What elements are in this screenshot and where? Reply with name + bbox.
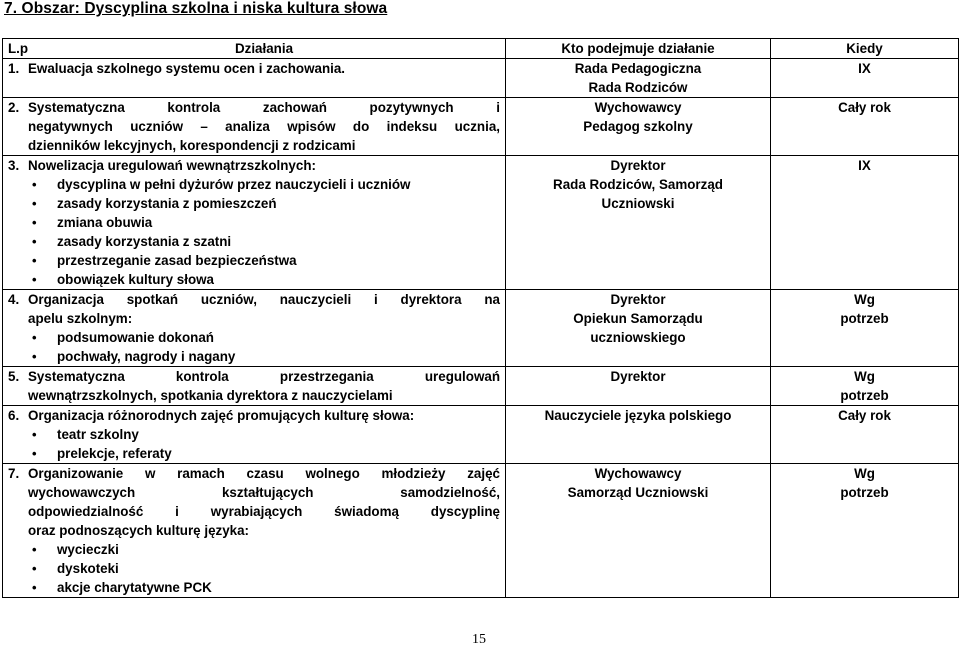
row-number: 4. — [8, 292, 20, 307]
table-row — [3, 367, 959, 406]
who-line: Pedagog szkolny — [583, 119, 693, 134]
bullet-list — [28, 175, 500, 289]
action-cell — [3, 290, 506, 367]
row-number: 7. — [8, 466, 20, 481]
table-row — [3, 98, 959, 156]
bullet-item: • zasady korzystania z szatni — [32, 232, 500, 251]
action-cell — [3, 367, 506, 406]
bullet-item: • zasady korzystania z pomieszczeń — [32, 194, 500, 213]
who-cell — [506, 98, 771, 156]
action-cell — [3, 156, 506, 290]
table-row — [3, 464, 959, 598]
action-text-line: dzienników lekcyjnych, korespondencji z rodzicami — [28, 138, 356, 153]
action-text-line: odpowiedzialność i wyrabiających świadomą dyscyplinę — [28, 504, 500, 519]
header-lp: L.p — [8, 41, 29, 56]
bullet-list — [28, 425, 500, 463]
table-row — [3, 59, 959, 98]
when-cell — [771, 59, 959, 98]
bullet-item: • prelekcje, referaty — [32, 444, 500, 463]
who-line: Samorząd Uczniowski — [567, 485, 709, 500]
when-cell — [771, 406, 959, 464]
when-cell — [771, 98, 959, 156]
when-line: Cały rok — [838, 408, 891, 423]
bullet-item: • dyscyplina w pełni dyżurów przez nauczycieli i uczniów — [32, 175, 427, 194]
bullet-item: • dyskoteki — [32, 559, 500, 578]
bullet-item: • wycieczki — [32, 540, 500, 559]
action-text-line: wychowawczych kształtujących samodzielność, — [28, 485, 500, 500]
bullet-item: • akcje charytatywne PCK — [32, 578, 500, 597]
action-text-line: wewnątrzszkolnych, spotkania dyrektora z nauczycielami — [28, 388, 393, 403]
who-line: Dyrektor — [610, 369, 666, 384]
action-text-line: Nowelizacja uregulowań wewnątrzszkolnych: — [28, 158, 316, 173]
action-text-line: oraz podnoszących kulturę języka: — [28, 523, 250, 538]
when-line: Wg — [854, 292, 875, 307]
action-text-line: Systematyczna kontrola zachowań pozytywnych i — [28, 100, 500, 115]
table-row — [3, 290, 959, 367]
bullet-item: • przestrzeganie zasad bezpieczeństwa — [32, 251, 500, 270]
header-who: Kto podejmuje działanie — [506, 39, 771, 59]
who-line: Rada Pedagogiczna — [574, 61, 702, 76]
when-line: IX — [858, 158, 871, 173]
plan-table — [2, 38, 959, 598]
who-line: uczniowskiego — [590, 330, 686, 345]
bullet-item: • pochwały, nagrody i nagany — [32, 347, 500, 366]
when-line: Cały rok — [838, 100, 891, 115]
action-cell — [3, 98, 506, 156]
section-title: 7. Obszar: Dyscyplina szkolna i niska kultura słowa — [4, 0, 388, 17]
when-line: potrzeb — [840, 485, 889, 500]
who-line: Rada Rodziców — [588, 80, 688, 95]
bullet-item: • teatr szkolny — [32, 425, 500, 444]
who-line: Wychowawcy — [594, 466, 682, 481]
action-text-line: apelu szkolnym: — [28, 311, 133, 326]
who-cell — [506, 290, 771, 367]
who-line: Rada Rodziców, Samorząd — [553, 177, 723, 192]
when-cell — [771, 156, 959, 290]
who-line: Uczniowski — [601, 196, 675, 211]
bullet-list — [28, 540, 500, 597]
action-text-line: Ewaluacja szkolnego systemu ocen i zachowania. — [28, 61, 346, 76]
when-cell — [771, 290, 959, 367]
bullet-item: • obowiązek kultury słowa — [32, 270, 500, 289]
action-text-line: Organizacja różnorodnych zajęć promujących kulturę słowa: — [28, 408, 415, 423]
table-row — [3, 406, 959, 464]
action-text-line: Organizowanie w ramach czasu wolnego młodzieży zajęć — [28, 466, 500, 481]
header-when: Kiedy — [771, 39, 959, 59]
page-number: 15 — [472, 632, 486, 647]
when-line: Wg — [854, 369, 875, 384]
who-cell — [506, 156, 771, 290]
when-line: Wg — [854, 466, 875, 481]
who-line: Wychowawcy — [594, 100, 682, 115]
bullet-item: • zmiana obuwia — [32, 213, 500, 232]
action-cell — [3, 406, 506, 464]
who-cell — [506, 367, 771, 406]
row-number: 3. — [8, 158, 20, 173]
who-line: Dyrektor — [610, 158, 666, 173]
bullet-item: • podsumowanie dokonań — [32, 328, 500, 347]
table-row — [3, 156, 959, 290]
who-cell — [506, 406, 771, 464]
action-text-line: negatywnych uczniów – analiza wpisów do indeksu ucznia, — [28, 119, 500, 134]
who-line: Nauczyciele języka polskiego — [544, 408, 732, 423]
row-number: 6. — [8, 408, 20, 423]
table-header-row — [3, 39, 959, 59]
row-number: 2. — [8, 100, 20, 115]
when-cell — [771, 464, 959, 598]
who-cell — [506, 464, 771, 598]
header-actions: Działania — [234, 41, 294, 56]
row-number: 5. — [8, 369, 20, 384]
action-cell — [3, 59, 506, 98]
action-text-line: Systematyczna kontrola przestrzegania uregulowań — [28, 369, 500, 384]
header-cell-lp-actions — [3, 39, 506, 59]
when-line: potrzeb — [840, 388, 889, 403]
action-text-line: Organizacja spotkań uczniów, nauczycieli i dyrektora na — [28, 292, 500, 307]
row-number: 1. — [8, 61, 20, 76]
when-cell — [771, 367, 959, 406]
who-cell — [506, 59, 771, 98]
when-line: potrzeb — [840, 311, 889, 326]
action-cell — [3, 464, 506, 598]
when-line: IX — [858, 61, 871, 76]
bullet-list — [28, 328, 500, 366]
who-line: Dyrektor — [610, 292, 666, 307]
who-line: Opiekun Samorządu — [573, 311, 703, 326]
